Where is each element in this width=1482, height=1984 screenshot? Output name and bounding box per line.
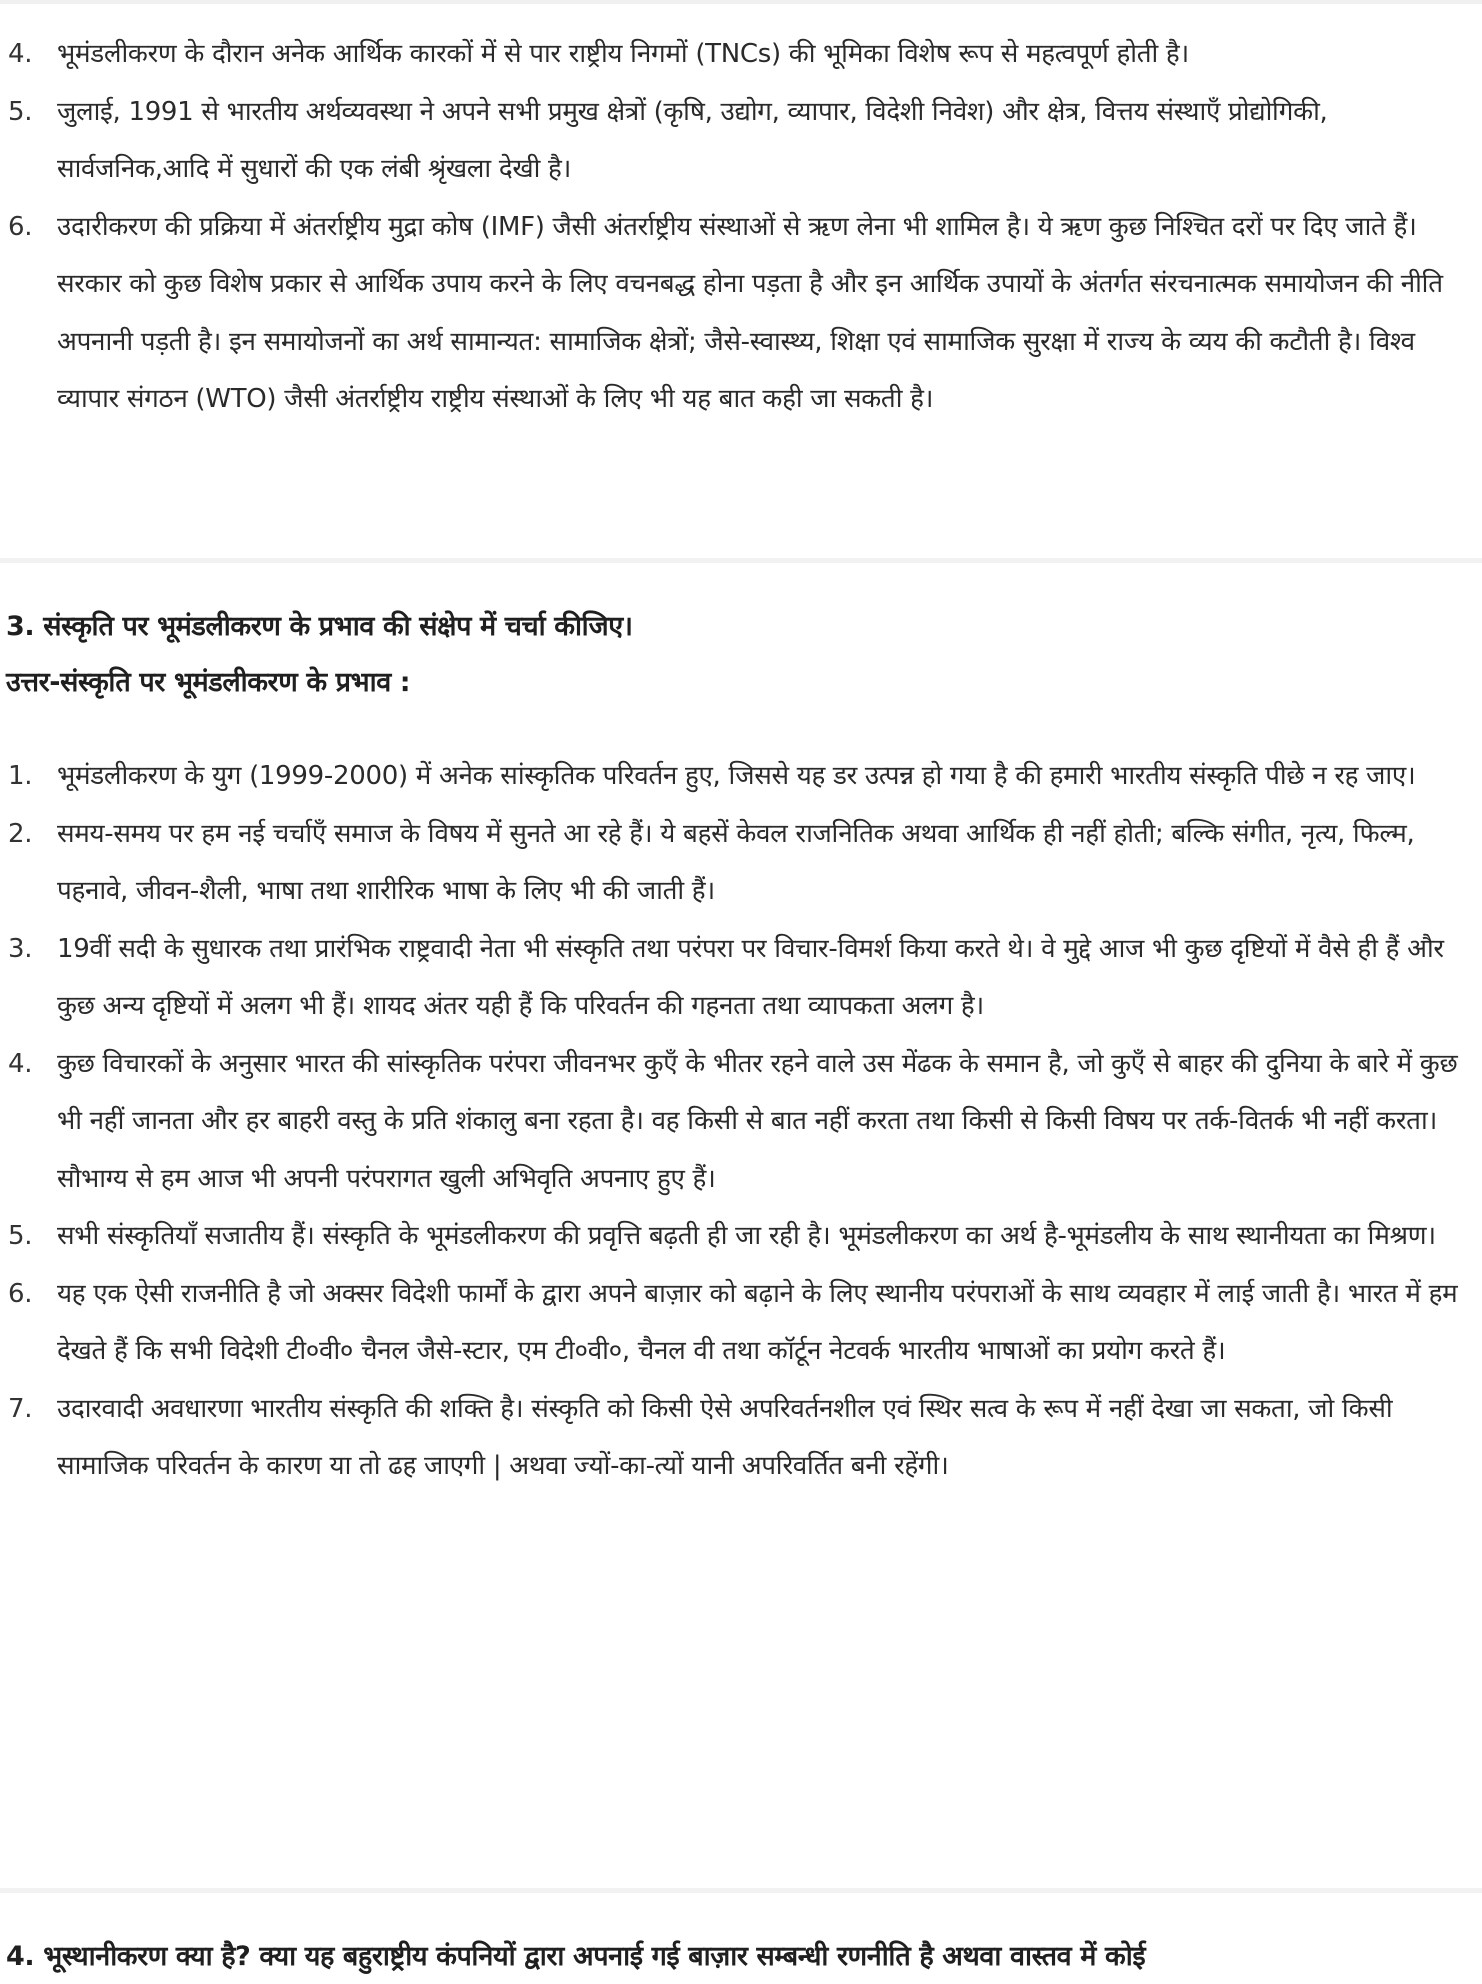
list-item xyxy=(0,1266,1482,1381)
top-divider xyxy=(0,0,1482,4)
list-item xyxy=(0,806,1482,921)
section-divider xyxy=(0,1888,1482,1893)
previous-answer-list xyxy=(0,26,1482,429)
question-3-answer-list xyxy=(0,748,1482,1496)
list-item-text: भूमंडलीकरण के युग (1999-2000) में अनेक सांस्कृतिक परिवर्तन हुए, जिससे यह डर उत्पन्न हो गया है की हमारी भारतीय संस्कृति पीछे न रह जाए। xyxy=(57,761,1416,791)
list-item-number: 3. xyxy=(8,933,33,964)
list-item xyxy=(0,921,1482,1036)
answer-label: उत्तर-संस्कृति पर भूमंडलीकरण के प्रभाव : xyxy=(6,667,411,698)
list-item-number: 4. xyxy=(8,39,33,69)
list-item-number: 1. xyxy=(8,761,33,791)
list-item-text: उदारवादी अवधारणा भारतीय संस्कृति की शक्ति है। संस्कृति को किसी ऐसे अपरिवर्तनशील एवं स्थिर सत्व के रूप में नहीं देखा जा सकता, जो किसी सामाजिक परिवर्तन के कारण या तो ढह जाएगी | अथवा ज्यों-का-त्यों यानी अपरिवर्तित बनी रहेंगी। xyxy=(57,1393,1393,1481)
list-item-text: यह एक ऐसी राजनीति है जो अक्सर विदेशी फार्मों के द्वारा अपने बाज़ार को बढ़ाने के लिए स्थानीय परंपराओं के साथ व्यवहार में लाई जाती है। भारत में हम देखते हैं कि सभी विदेशी टी०वी० चैनल जैसे-स्टार, एम टी०वी०, चैनल वी तथा कॉर्टून नेटवर्क भारतीय भाषाओं का प्रयोग करते हैं। xyxy=(57,1278,1458,1366)
list-item-text: उदारीकरण की प्रक्रिया में अंतर्राष्ट्रीय मुद्रा कोष (IMF) जैसी अंतर्राष्ट्रीय संस्थाओं से ऋण लेना भी शामिल है। ये ऋण कुछ निश्चित दरों पर दिए जाते हैं। सरकार को कुछ विशेष प्रकार से आर्थिक उपाय करने के लिए वचनबद्ध होना पड़ता है और इन आर्थिक उपायों के अंतर्गत संरचनात्मक समायोजन की नीति अपनानी पड़ती है। इन समायोजनों का अर्थ सामान्यत: सामाजिक क्षेत्रों; जैसे-स्वास्थ्य, शिक्षा एवं सामाजिक सुरक्षा में राज्य के व्यय की कटौती है। विश्व व्यापार संगठन (WTO) जैसी अंतर्राष्ट्रीय राष्ट्रीय संस्थाओं के लिए भी यह बात कही जा सकती है। xyxy=(57,211,1443,414)
list-item xyxy=(0,1036,1482,1209)
list-item-number: 5. xyxy=(8,1221,33,1251)
list-item-text: समय-समय पर हम नई चर्चाएँ समाज के विषय में सुनते आ रहे हैं। ये बहसें केवल राजनितिक अथवा आर्थिक ही नहीं होती; बल्कि संगीत, नृत्य, फिल्म, पहनावे, जीवन-शैली, भाषा तथा शारीरिक भाषा के लिए भी की जाती हैं। xyxy=(57,818,1415,906)
list-item-text: कुछ विचारकों के अनुसार भारत की सांस्कृतिक परंपरा जीवनभर कुएँ के भीतर रहने वाले उस मेंढक के समान है, जो कुएँ से बाहर की दुनिया के बारे में कुछ भी नहीं जानता और हर बाहरी वस्तु के प्रति शंकालु बना रहता है। वह किसी से बात नहीं करता तथा किसी से किसी विषय पर तर्क-वितर्क भी नहीं करता। सौभाग्य से हम आज भी अपनी परंपरागत खुली अभिवृति अपनाए हुए हैं। xyxy=(57,1048,1458,1194)
list-item-text: सभी संस्कृतियाँ सजातीय हैं। संस्कृति के भूमंडलीकरण की प्रवृत्ति बढ़ती ही जा रही है। भूमंडलीकरण का अर्थ है-भूमंडलीय के साथ स्थानीयता का मिश्रण। xyxy=(57,1221,1436,1251)
list-item xyxy=(0,1381,1482,1496)
list-item-text: जुलाई, 1991 से भारतीय अर्थव्यवस्था ने अपने सभी प्रमुख क्षेत्रों (कृषि, उद्योग, व्यापार, विदेशी निवेश) और क्षेत्र, वित्तय संस्थाएँ प्रोद्योगिकी, सार्वजनिक,आदि में सुधारों की एक लंबी श्रृंखला देखी है। xyxy=(57,96,1328,184)
list-item-text: 19वीं सदी के सुधारक तथा प्रारंभिक राष्ट्रवादी नेता भी संस्कृति तथा परंपरा पर विचार-विमर्श किया करते थे। वे मुद्दे आज भी कुछ दृष्टियों में वैसे ही हैं और कुछ अन्य दृष्टियों में अलग भी हैं। शायद अंतर यही हैं कि परिवर्तन की गहनता तथा व्यापकता अलग है। xyxy=(57,933,1444,1021)
section-divider xyxy=(0,558,1482,563)
question-3-title: 3. संस्कृति पर भूमंडलीकरण के प्रभाव की संक्षेप में चर्चा कीजिए। xyxy=(6,611,633,642)
list-item-number: 6. xyxy=(8,211,33,242)
list-item xyxy=(0,199,1482,429)
list-item-number: 5. xyxy=(8,96,33,127)
list-item-text: भूमंडलीकरण के दौरान अनेक आर्थिक कारकों में से पार राष्ट्रीय निगमों (TNCs) की भूमिका विशेष रूप से महत्वपूर्ण होती है। xyxy=(57,39,1189,69)
list-item-number: 7. xyxy=(8,1393,33,1424)
list-item-number: 4. xyxy=(8,1048,33,1079)
list-item xyxy=(0,1208,1482,1266)
list-item-number: 2. xyxy=(8,818,33,849)
list-item-number: 6. xyxy=(8,1278,33,1309)
question-4-title: 4. भूस्थानीकरण क्या है? क्या यह बहुराष्ट्रीय कंपनियों द्वारा अपनाई गई बाज़ार सम्बन्धी रणनीति है अथवा वास्तव में कोई xyxy=(6,1941,1146,1972)
list-item xyxy=(0,84,1482,199)
list-item xyxy=(0,26,1482,84)
list-item xyxy=(0,748,1482,806)
